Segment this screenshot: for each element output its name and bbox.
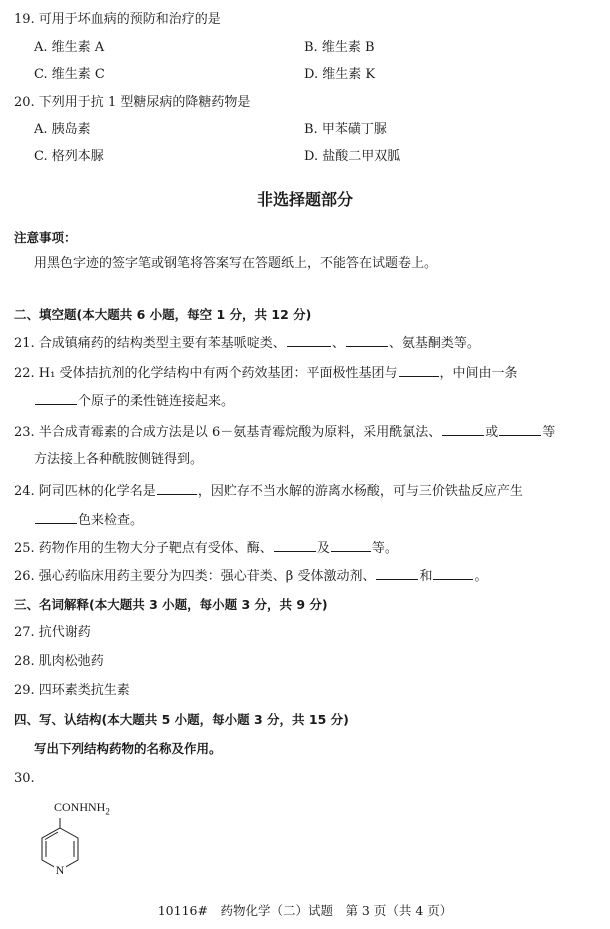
formula-main: CONHNH [54, 800, 106, 814]
q22-blank-2 [35, 392, 77, 405]
q26 [14, 567, 488, 585]
q25-blank-1 [274, 539, 316, 552]
q29: 29. 四环素类抗生素 [14, 683, 130, 698]
formula-subscript: 2 [105, 806, 110, 817]
q19-option-a: A. 维生素 A [34, 40, 105, 55]
q26-text-3: 。 [474, 569, 488, 584]
q21 [14, 334, 480, 352]
q25-text-3: 等。 [371, 541, 398, 556]
structure-formula-label [54, 800, 110, 816]
q24-text-3: 色来检查。 [78, 513, 144, 528]
q23-text-4: 方法接上各种酰胺侧链得到。 [34, 452, 204, 467]
notice-heading: 注意事项： [14, 230, 77, 245]
q28: 28. 肌肉松弛药 [14, 654, 104, 669]
q25-text-1: 25. 药物作用的生物大分子靶点有受体、酶、 [14, 541, 273, 556]
part3-heading: 三、名词解释(本大题共 3 小题，每小题 3 分，共 9 分) [14, 597, 328, 612]
q23 [14, 423, 555, 441]
q19-stem: 19. 可用于坏血病的预防和治疗的是 [14, 12, 221, 27]
q24-text-1: 24. 阿司匹林的化学名是 [14, 484, 156, 499]
q19-option-c: C. 维生素 C [34, 67, 105, 82]
section-title: 非选择题部分 [256, 190, 353, 209]
q26-blank-2 [433, 567, 473, 580]
q20-option-a: A. 胰岛素 [34, 122, 91, 137]
q21-blank-2 [346, 334, 388, 347]
q22-line-2 [34, 392, 234, 410]
q23-blank-1 [442, 423, 484, 436]
q22-text-1: 22. H₁ 受体拮抗剂的化学结构中有两个药效基团：平面极性基团与 [14, 366, 398, 381]
q22 [14, 364, 518, 382]
q24-line-2 [34, 511, 143, 529]
q25-text-2: 及 [316, 541, 330, 556]
q21-text-3: 、氨基酮类等。 [388, 336, 480, 351]
q24-text-2: ，因贮存不当水解的游离水杨酸，可与三价铁盐反应产生 [197, 484, 523, 499]
q25-blank-2 [331, 539, 371, 552]
q23-text-3: 等 [542, 425, 556, 440]
q25 [14, 539, 398, 557]
q23-blank-2 [499, 423, 541, 436]
q21-text-1: 21. 合成镇痛药的结构类型主要有苯基哌啶类、 [14, 336, 286, 351]
q26-blank-1 [376, 567, 418, 580]
q30: 30. [14, 771, 35, 786]
page-footer: 10116# 药物化学（二）试题 第 3 页（共 4 页） [157, 903, 453, 918]
q21-text-2: 、 [331, 336, 345, 351]
q27: 27. 抗代谢药 [14, 625, 91, 640]
part4-instruction: 写出下列结构药物的名称及作用。 [34, 741, 222, 756]
q24-blank-1 [157, 482, 197, 495]
q23-text-1: 23. 半合成青霉素的合成方法是以 6－氨基青霉烷酸为原料，采用酰氯法、 [14, 425, 442, 440]
q24-blank-2 [35, 511, 77, 524]
q19-option-b: B. 维生素 B [304, 40, 375, 55]
q22-text-2: ，中间由一条 [439, 366, 518, 381]
q20-option-d: D. 盐酸二甲双胍 [304, 149, 401, 164]
pyridine-ring-structure [32, 818, 92, 880]
q20-stem: 20. 下列用于抗 1 型糖尿病的降糖药物是 [14, 95, 251, 110]
ring-nitrogen-label: N [55, 863, 65, 877]
q26-text-2: 和 [419, 569, 433, 584]
q24 [14, 482, 523, 500]
q26-text-1: 26. 强心药临床用药主要分为四类：强心苷类、β 受体激动剂、 [14, 569, 376, 584]
q19-option-d: D. 维生素 K [304, 67, 376, 82]
q20-option-b: B. 甲苯磺丁脲 [304, 122, 387, 137]
part4-heading: 四、写、认结构(本大题共 5 小题，每小题 3 分，共 15 分) [14, 712, 349, 727]
q22-text-3: 个原子的柔性链连接起来。 [78, 394, 235, 409]
q22-blank-1 [399, 364, 439, 377]
q21-blank-1 [287, 334, 331, 347]
q23-text-2: 或 [485, 425, 499, 440]
q20-option-c: C. 格列本脲 [34, 149, 104, 164]
part2-heading: 二、填空题(本大题共 6 小题，每空 1 分，共 12 分) [14, 307, 312, 322]
notice-text: 用黑色字迹的签字笔或钢笔将答案写在答题纸上，不能答在试题卷上。 [34, 256, 438, 271]
